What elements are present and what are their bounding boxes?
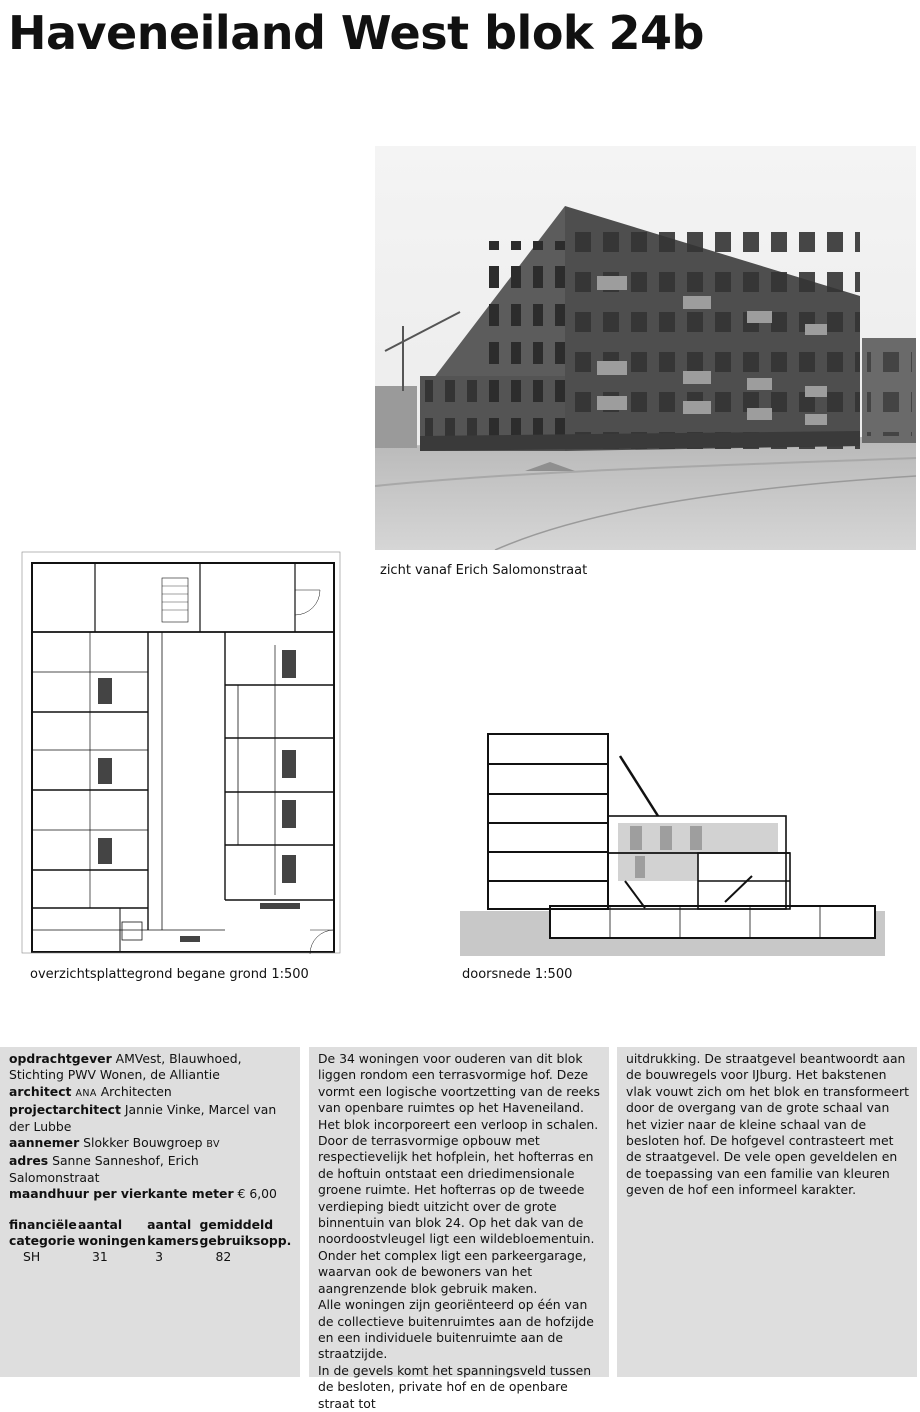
credit-rent <box>9 1186 293 1202</box>
building-photo-image <box>375 146 916 550</box>
page-title: Haveneiland West blok 24b <box>8 6 704 60</box>
cell-rooms: 3 <box>155 1248 164 1264</box>
project-architect-value: Jannie Vinke, Marcel van der Lubbe <box>9 1102 277 1134</box>
cell-category: SH <box>23 1248 41 1264</box>
project-credits-panel <box>0 1047 300 1377</box>
project-architect-label: projectarchitect <box>9 1102 121 1118</box>
section-caption: doorsnede 1:500 <box>462 967 573 982</box>
section-drawing <box>460 726 885 956</box>
rent-label: maandhuur per vierkante meter <box>9 1186 234 1202</box>
description-column-1 <box>309 1047 609 1411</box>
floor-plan-image <box>20 550 342 955</box>
stats-header-row <box>9 1217 293 1249</box>
credit-project-architect <box>9 1102 293 1135</box>
description-column-2 <box>617 1047 917 1377</box>
header-category: financiële categorie <box>9 1216 77 1248</box>
architect-abbr: ANA <box>75 1087 97 1099</box>
rent-value: € 6,00 <box>237 1186 277 1202</box>
address-value: Sanne Sanneshof, Erich Salomonstraat <box>9 1153 199 1185</box>
cell-dwellings: 31 <box>92 1248 108 1264</box>
client-value: AMVest, Blauwhoed, Stichting PWV Wonen, de Alliantie <box>9 1051 242 1083</box>
plan-caption: overzichtsplattegrond begane grond 1:500 <box>30 967 309 982</box>
photo-caption: zicht vanaf Erich Salomonstraat <box>380 563 588 578</box>
contractor-label: aannemer <box>9 1135 80 1151</box>
credit-address <box>9 1153 293 1186</box>
header-dwellings: aantal woningen <box>78 1216 146 1248</box>
contractor-value: Slokker Bouwgroep <box>83 1135 203 1151</box>
architect-value: Architecten <box>100 1083 172 1099</box>
cell-floor-area: 82 <box>215 1248 232 1264</box>
floor-plan-drawing <box>20 550 342 955</box>
housing-stats-table <box>9 1217 293 1265</box>
credit-architect <box>9 1084 293 1102</box>
section-image <box>460 726 885 956</box>
header-rooms: aantal kamers <box>147 1216 199 1248</box>
description-text-2: uitdrukking. De straatgevel beantwoordt aan de bouwregels voor IJburg. Het bakstenen vlak vouwt zich om het blok en transformeert door de overgang van de grote schaal van het vizier naar de kleine schaal van de besloten hof. De hofgevel contrasteert met de straatgevel. De vele open geveldelen en de toepassing van een familie van kleuren geven de hof een informeel karakter. <box>626 1051 909 1198</box>
contractor-abbr: BV <box>206 1139 220 1151</box>
table-row <box>9 1249 293 1265</box>
credit-client <box>9 1051 293 1084</box>
description-text-1: De 34 woningen voor ouderen van dit blok liggen rondom een terrasvormige hof. Deze vormt een logische voortzetting van de reeks van openbare ruimtes op het Haveneiland. Het blok incorporeert een verloop in schalen. Door de terrasvormige opbouw met respectievelijk het hofplein, het hofterras en de hoftuin ontstaat een driedimensionale groene ruimte. Het hofterras op de tweede verdieping biedt uitzicht over de grote binnentuin van blok 24. Op het dak van de noordoostvleugel ligt een wildebloementuin. Onder het complex ligt een parkeergarage, waarvan ook de bewoners van het aangrenzende blok gebruik maken. Alle woningen zijn georiënteerd op één van de collectieve buitenruimtes aan de hofzijde en een individuele buitenruimte aan de straatzijde. In de gevels komt het spanningsveld tussen de besloten, private hof en de openbare straat tot <box>318 1051 600 1411</box>
building-photo <box>375 146 916 550</box>
header-floor-area: gemiddeld gebruiksopp. <box>199 1216 292 1248</box>
address-label: adres <box>9 1153 49 1169</box>
credit-contractor <box>9 1135 293 1153</box>
architect-label: architect <box>9 1083 72 1099</box>
client-label: opdrachtgever <box>9 1051 112 1066</box>
